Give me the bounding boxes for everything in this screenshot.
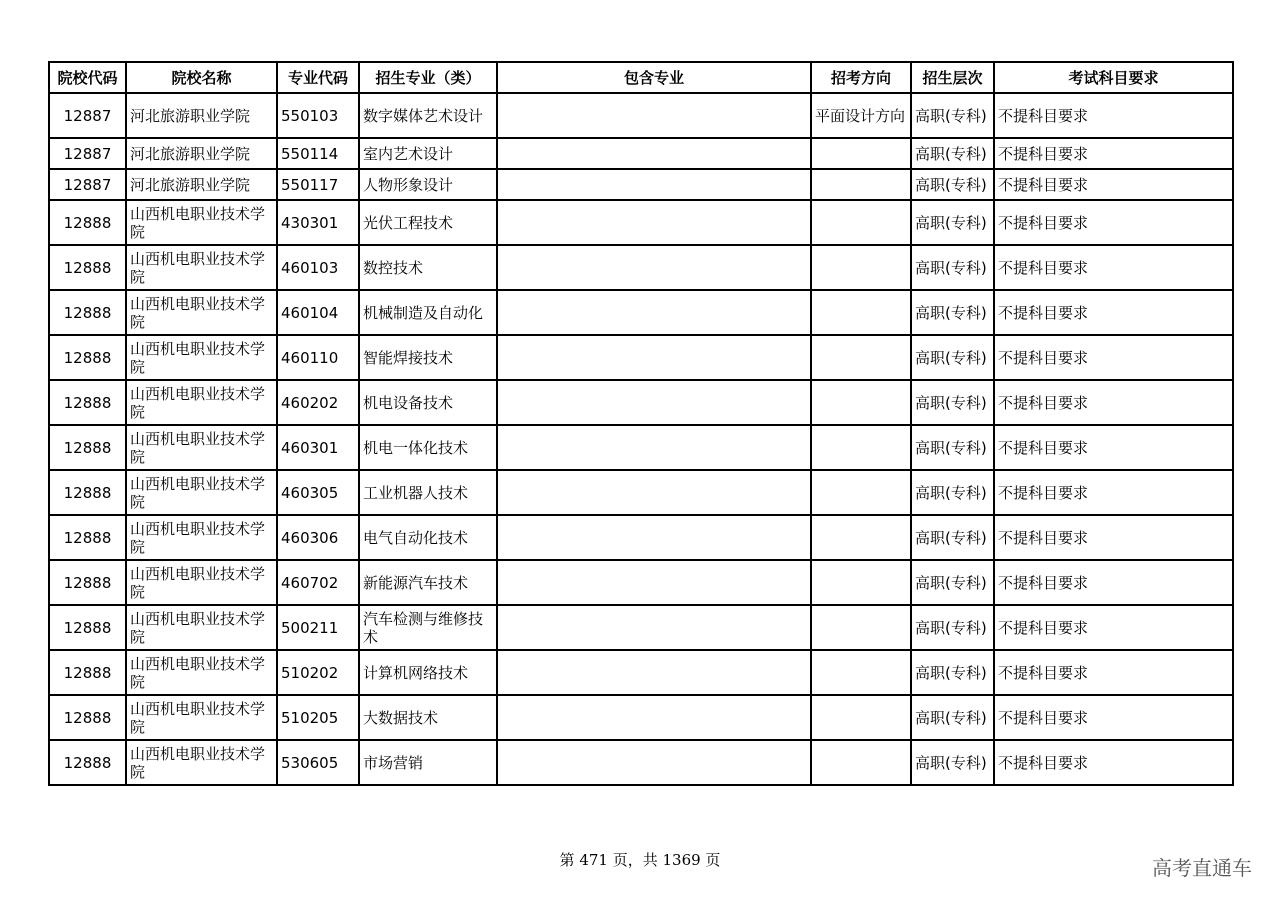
cell-level: 高职(专科) bbox=[911, 380, 994, 425]
cell-direction bbox=[811, 695, 911, 740]
cell-major-code: 460104 bbox=[277, 290, 359, 335]
cell-school-code: 12888 bbox=[49, 200, 126, 245]
cell-school-name: 山西机电职业技术学院 bbox=[126, 200, 277, 245]
cell-major: 数字媒体艺术设计 bbox=[359, 93, 497, 138]
header-row bbox=[49, 62, 1233, 93]
cell-included-majors bbox=[497, 290, 811, 335]
cell-level: 高职(专科) bbox=[911, 470, 994, 515]
cell-included-majors bbox=[497, 470, 811, 515]
cell-major-code: 460301 bbox=[277, 425, 359, 470]
cell-included-majors bbox=[497, 560, 811, 605]
cell-major-code: 500211 bbox=[277, 605, 359, 650]
cell-included-majors bbox=[497, 605, 811, 650]
cell-level: 高职(专科) bbox=[911, 695, 994, 740]
cell-major-code: 530605 bbox=[277, 740, 359, 785]
cell-subject-requirements: 不提科目要求 bbox=[994, 515, 1233, 560]
cell-school-code: 12888 bbox=[49, 560, 126, 605]
cell-school-name: 山西机电职业技术学院 bbox=[126, 380, 277, 425]
cell-level: 高职(专科) bbox=[911, 93, 994, 138]
cell-subject-requirements: 不提科目要求 bbox=[994, 200, 1233, 245]
header-school-code: 院校代码 bbox=[49, 62, 126, 93]
cell-level: 高职(专科) bbox=[911, 290, 994, 335]
table-row bbox=[49, 290, 1233, 335]
cell-major-code: 460110 bbox=[277, 335, 359, 380]
cell-major: 工业机器人技术 bbox=[359, 470, 497, 515]
cell-subject-requirements: 不提科目要求 bbox=[994, 138, 1233, 169]
cell-subject-requirements: 不提科目要求 bbox=[994, 650, 1233, 695]
cell-included-majors bbox=[497, 380, 811, 425]
cell-school-name: 河北旅游职业学院 bbox=[126, 169, 277, 200]
cell-school-name: 山西机电职业技术学院 bbox=[126, 245, 277, 290]
cell-major: 计算机网络技术 bbox=[359, 650, 497, 695]
cell-major: 市场营销 bbox=[359, 740, 497, 785]
cell-included-majors bbox=[497, 515, 811, 560]
cell-level: 高职(专科) bbox=[911, 335, 994, 380]
header-major-code: 专业代码 bbox=[277, 62, 359, 93]
cell-direction bbox=[811, 560, 911, 605]
cell-major: 大数据技术 bbox=[359, 695, 497, 740]
cell-major-code: 510202 bbox=[277, 650, 359, 695]
cell-direction bbox=[811, 169, 911, 200]
table-row bbox=[49, 740, 1233, 785]
cell-major: 机电一体化技术 bbox=[359, 425, 497, 470]
cell-school-code: 12888 bbox=[49, 515, 126, 560]
table-row bbox=[49, 560, 1233, 605]
cell-school-name: 山西机电职业技术学院 bbox=[126, 650, 277, 695]
cell-school-code: 12888 bbox=[49, 605, 126, 650]
cell-direction bbox=[811, 650, 911, 695]
cell-subject-requirements: 不提科目要求 bbox=[994, 560, 1233, 605]
cell-major: 机电设备技术 bbox=[359, 380, 497, 425]
cell-major: 智能焊接技术 bbox=[359, 335, 497, 380]
cell-included-majors bbox=[497, 200, 811, 245]
cell-level: 高职(专科) bbox=[911, 650, 994, 695]
table-body bbox=[49, 93, 1233, 785]
cell-subject-requirements: 不提科目要求 bbox=[994, 425, 1233, 470]
cell-included-majors bbox=[497, 740, 811, 785]
cell-major: 室内艺术设计 bbox=[359, 138, 497, 169]
table-row bbox=[49, 425, 1233, 470]
cell-level: 高职(专科) bbox=[911, 560, 994, 605]
cell-subject-requirements: 不提科目要求 bbox=[994, 695, 1233, 740]
cell-direction bbox=[811, 605, 911, 650]
page-number: 第 471 页，共 1369 页 bbox=[559, 851, 721, 869]
cell-direction bbox=[811, 200, 911, 245]
cell-school-code: 12888 bbox=[49, 245, 126, 290]
watermark: 高考直通车 bbox=[1152, 856, 1252, 880]
cell-major-code: 550114 bbox=[277, 138, 359, 169]
cell-school-code: 12888 bbox=[49, 290, 126, 335]
cell-subject-requirements: 不提科目要求 bbox=[994, 335, 1233, 380]
table-row bbox=[49, 93, 1233, 138]
cell-level: 高职(专科) bbox=[911, 245, 994, 290]
cell-direction bbox=[811, 470, 911, 515]
cell-school-name: 山西机电职业技术学院 bbox=[126, 335, 277, 380]
cell-subject-requirements: 不提科目要求 bbox=[994, 380, 1233, 425]
cell-school-name: 山西机电职业技术学院 bbox=[126, 515, 277, 560]
cell-major-code: 550103 bbox=[277, 93, 359, 138]
cell-school-code: 12887 bbox=[49, 138, 126, 169]
cell-major-code: 460202 bbox=[277, 380, 359, 425]
header-level: 招生层次 bbox=[911, 62, 994, 93]
cell-school-code: 12887 bbox=[49, 93, 126, 138]
table-row bbox=[49, 470, 1233, 515]
cell-subject-requirements: 不提科目要求 bbox=[994, 290, 1233, 335]
cell-school-name: 山西机电职业技术学院 bbox=[126, 605, 277, 650]
cell-subject-requirements: 不提科目要求 bbox=[994, 605, 1233, 650]
cell-school-name: 山西机电职业技术学院 bbox=[126, 740, 277, 785]
cell-school-code: 12888 bbox=[49, 695, 126, 740]
header-major: 招生专业（类） bbox=[359, 62, 497, 93]
cell-direction bbox=[811, 290, 911, 335]
table-row bbox=[49, 515, 1233, 560]
cell-included-majors bbox=[497, 169, 811, 200]
cell-level: 高职(专科) bbox=[911, 200, 994, 245]
table-row bbox=[49, 605, 1233, 650]
cell-major-code: 460306 bbox=[277, 515, 359, 560]
table-row bbox=[49, 138, 1233, 169]
table-row bbox=[49, 380, 1233, 425]
header-school-name: 院校名称 bbox=[126, 62, 277, 93]
cell-level: 高职(专科) bbox=[911, 425, 994, 470]
cell-included-majors bbox=[497, 245, 811, 290]
cell-included-majors bbox=[497, 425, 811, 470]
cell-major-code: 550117 bbox=[277, 169, 359, 200]
cell-school-name: 山西机电职业技术学院 bbox=[126, 290, 277, 335]
cell-major: 汽车检测与维修技术 bbox=[359, 605, 497, 650]
header-direction: 招考方向 bbox=[811, 62, 911, 93]
cell-major: 光伏工程技术 bbox=[359, 200, 497, 245]
cell-direction bbox=[811, 515, 911, 560]
cell-school-name: 山西机电职业技术学院 bbox=[126, 560, 277, 605]
cell-direction: 平面设计方向 bbox=[811, 93, 911, 138]
cell-school-code: 12888 bbox=[49, 470, 126, 515]
cell-major-code: 460702 bbox=[277, 560, 359, 605]
header-included-majors: 包含专业 bbox=[497, 62, 811, 93]
cell-subject-requirements: 不提科目要求 bbox=[994, 93, 1233, 138]
cell-level: 高职(专科) bbox=[911, 515, 994, 560]
cell-included-majors bbox=[497, 695, 811, 740]
cell-school-code: 12888 bbox=[49, 380, 126, 425]
cell-school-name: 山西机电职业技术学院 bbox=[126, 695, 277, 740]
cell-direction bbox=[811, 245, 911, 290]
enrollment-table bbox=[48, 61, 1234, 786]
cell-major: 数控技术 bbox=[359, 245, 497, 290]
cell-subject-requirements: 不提科目要求 bbox=[994, 740, 1233, 785]
cell-direction bbox=[811, 138, 911, 169]
table-row bbox=[49, 650, 1233, 695]
header-subject-requirements: 考试科目要求 bbox=[994, 62, 1233, 93]
table-row bbox=[49, 200, 1233, 245]
cell-major-code: 430301 bbox=[277, 200, 359, 245]
cell-school-code: 12887 bbox=[49, 169, 126, 200]
cell-major-code: 460103 bbox=[277, 245, 359, 290]
cell-included-majors bbox=[497, 138, 811, 169]
cell-level: 高职(专科) bbox=[911, 138, 994, 169]
table-row bbox=[49, 335, 1233, 380]
cell-school-name: 河北旅游职业学院 bbox=[126, 93, 277, 138]
table-row bbox=[49, 695, 1233, 740]
cell-major-code: 510205 bbox=[277, 695, 359, 740]
cell-school-code: 12888 bbox=[49, 650, 126, 695]
cell-major: 人物形象设计 bbox=[359, 169, 497, 200]
cell-major: 机械制造及自动化 bbox=[359, 290, 497, 335]
cell-direction bbox=[811, 425, 911, 470]
cell-included-majors bbox=[497, 650, 811, 695]
cell-school-name: 河北旅游职业学院 bbox=[126, 138, 277, 169]
cell-school-name: 山西机电职业技术学院 bbox=[126, 425, 277, 470]
cell-school-code: 12888 bbox=[49, 740, 126, 785]
cell-direction bbox=[811, 335, 911, 380]
cell-level: 高职(专科) bbox=[911, 169, 994, 200]
table-row bbox=[49, 169, 1233, 200]
cell-included-majors bbox=[497, 93, 811, 138]
cell-subject-requirements: 不提科目要求 bbox=[994, 245, 1233, 290]
cell-level: 高职(专科) bbox=[911, 740, 994, 785]
cell-major: 电气自动化技术 bbox=[359, 515, 497, 560]
cell-major-code: 460305 bbox=[277, 470, 359, 515]
cell-school-code: 12888 bbox=[49, 425, 126, 470]
cell-subject-requirements: 不提科目要求 bbox=[994, 470, 1233, 515]
cell-direction bbox=[811, 740, 911, 785]
cell-school-code: 12888 bbox=[49, 335, 126, 380]
cell-major: 新能源汽车技术 bbox=[359, 560, 497, 605]
cell-direction bbox=[811, 380, 911, 425]
cell-school-name: 山西机电职业技术学院 bbox=[126, 470, 277, 515]
cell-level: 高职(专科) bbox=[911, 605, 994, 650]
table-row bbox=[49, 245, 1233, 290]
cell-included-majors bbox=[497, 335, 811, 380]
cell-subject-requirements: 不提科目要求 bbox=[994, 169, 1233, 200]
